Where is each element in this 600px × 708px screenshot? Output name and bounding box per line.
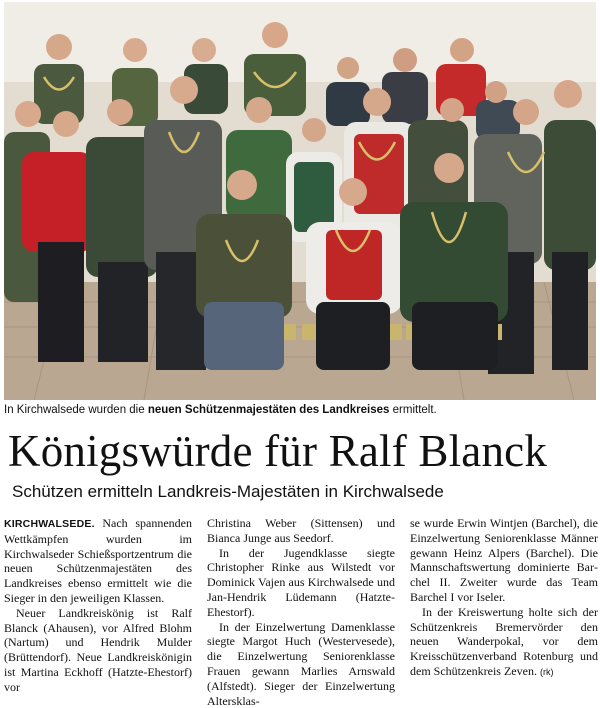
paragraph: Neuer Landkreiskönig ist Ralf Blanck (Ahausen), vor Alfred Blohm (Nartum) und Hendrik Mulder (Brüttendorf). Neue Landkreiskönigin ist Martina Eckhoff (Hatzte-Ehestorf) vor — [4, 605, 192, 694]
paragraph-text: In der Kreiswertung holte sich der Schützenkreis Bremervörder den neuen Wanderpokal, vor dem Kreisschützenverband Rotenburg und dem Schützenkreis Zeven. — [410, 604, 598, 678]
paragraph-text: Nach spannenden Wettkämpfen wurden im Kirchwalseder Schießsportzentrum die neuen Schützenmajestäten des Landkreises ebenso ermittelt wie die Sieger in den jeweiligen Klassen. — [4, 516, 192, 605]
headline: Königswürde für Ralf Blanck — [8, 426, 548, 476]
paragraph: In der Jugendklasse siegte Christopher Rinke aus Wilstedt vor Dominick Vajen aus Kirchwalsede und Jan-Hendrik Lüdemann (Hatzte-Ehestorf). — [207, 545, 395, 619]
paragraph: In der Einzelwertung Damenklasse siegte Margot Huch (Westervesede), die Einzelwertung Seniorenklasse Frauen gewann Marlies Arnswald (Alfstedt). Sieger der Einzelwertung Altersklas- — [207, 619, 395, 708]
article-column-2 — [207, 516, 395, 708]
article-column-1 — [4, 516, 192, 695]
dateline: KIRCHWALSEDE. — [4, 518, 95, 530]
paragraph: Christina Weber (Sittensen) und Bianca Junge aus Seedorf. — [207, 516, 395, 545]
paragraph: se wurde Erwin Wintjen (Barchel), die Einzelwertung Seniorenklasse Männer gewann Heinz Alpers (Barchel). Die Mannschaftswertung dominierte Barchel II. Zweiter wurde das Team Barchel I vor Iseler. — [410, 516, 598, 604]
article-body — [4, 516, 598, 708]
caption-text-start: In Kirchwalsede wurden die — [4, 404, 148, 416]
paragraph — [4, 516, 192, 606]
caption-text-end: ermittelt. — [389, 404, 437, 416]
author-credit: (rk) — [539, 666, 554, 677]
group-photo-illustration — [4, 2, 596, 400]
group-photo — [4, 2, 596, 400]
caption-text-bold: neuen Schützenmajestäten des Landkreises — [147, 404, 390, 416]
paragraph — [410, 605, 598, 680]
subheadline: Schützen ermitteln Landkreis-Majestäten in Kirchwalsede — [12, 482, 444, 501]
article-column-3 — [410, 516, 598, 680]
photo-caption — [4, 403, 596, 417]
